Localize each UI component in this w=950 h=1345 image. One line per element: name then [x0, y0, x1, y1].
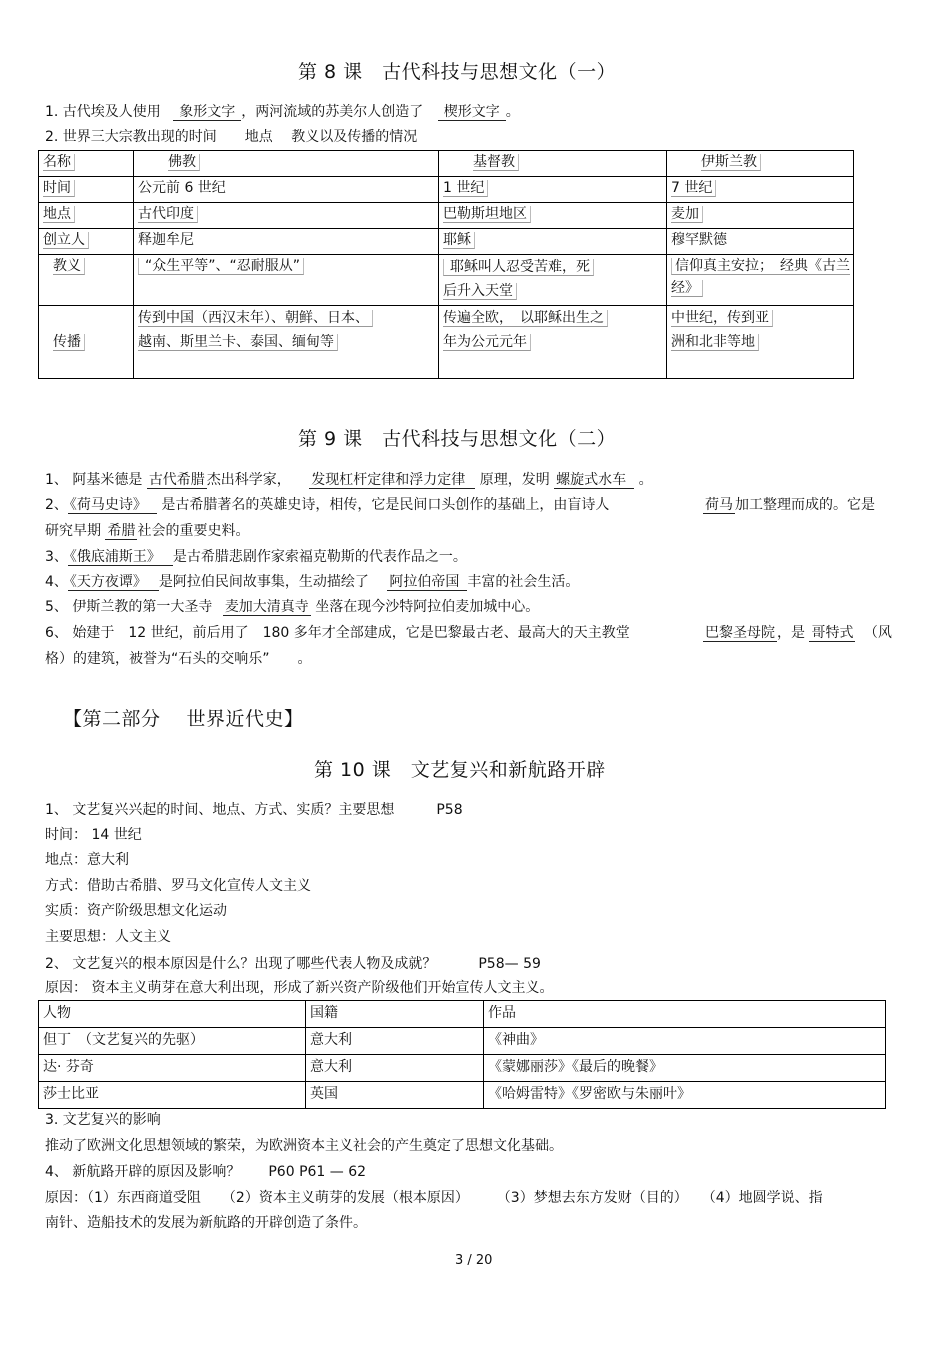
text: 1. 古代埃及人使用 [45, 104, 161, 120]
table-cell: 但丁 （文艺复兴的先驱） [39, 1028, 306, 1055]
lesson10-thought: 主要思想：人文主义 [45, 929, 171, 945]
answer-blank: 象形文字 [173, 104, 241, 121]
table-cell: 佛教 [134, 151, 439, 177]
lesson10-causes-line2: 南针、造船技术的发展为新航路的开辟创造了条件。 [45, 1215, 367, 1231]
answer-blank: 荷马 [705, 497, 733, 513]
table-row [39, 306, 854, 379]
answer-blank: 希腊 [107, 523, 136, 539]
table-cell: “众生平等”、“忍耐服从” [134, 255, 439, 306]
table-row [39, 229, 854, 255]
lesson9-item6-line2: 格）的建筑，被誉为“石头的交响乐” 。 [45, 651, 312, 667]
answer-blank: 古代希腊 [148, 472, 205, 488]
table-row [39, 1082, 886, 1109]
renaissance-table [38, 1000, 886, 1109]
table-cell: 公元前 6 世纪 [134, 177, 439, 203]
table-cell: 作品 [484, 1001, 886, 1028]
table-cell: 耶稣叫人忍受苦难，死 后升入天堂 [439, 255, 667, 306]
table-cell: 《哈姆雷特》《罗密欧与朱丽叶》 [484, 1082, 886, 1109]
table-row [39, 1028, 886, 1055]
table-cell: 传到中国（西汉末年）、朝鲜、日本、 越南、斯里兰卡、泰国、缅甸等 [134, 306, 439, 379]
lesson9-item3: 3、 《俄底浦斯王》 是古希腊悲剧作家索福克勒斯的代表作品之一。 [45, 549, 467, 565]
table-cell: 人物 [39, 1001, 306, 1028]
answer-blank: 巴黎圣母院 [705, 625, 775, 641]
table-cell: 耶稣 [439, 229, 667, 255]
answer-blank: 《俄底浦斯王》 [68, 549, 173, 566]
table-cell: 麦加 [667, 203, 854, 229]
lesson10-q1: 1、 文艺复兴兴起的时间、地点、方式、实质？主要思想 P58 [45, 802, 463, 818]
answer-blank: 楔形文字 [438, 104, 506, 121]
lesson9-title: 第 9 课 古代科技与思想文化（二） [298, 428, 617, 450]
religions-table [38, 150, 854, 379]
answer-blank: 发现杠杆定律和浮力定律 [309, 472, 475, 489]
table-cell: 时间 [39, 177, 134, 203]
answer-blank: 阿拉伯帝国 [387, 574, 467, 591]
table-row [39, 255, 854, 306]
lesson10-place: 地点：意大利 [45, 852, 129, 868]
table-cell: 7 世纪 [667, 177, 854, 203]
table-cell: 莎士比亚 [39, 1082, 306, 1109]
table-cell: 《蒙娜丽莎》《最后的晚餐》 [484, 1055, 886, 1082]
table-row [39, 203, 854, 229]
table-cell: 《神曲》 [484, 1028, 886, 1055]
lesson10-q2: 2、 文艺复兴的根本原因是什么？出现了哪些代表人物及成就？ P58— 59 [45, 956, 541, 972]
table-row [39, 177, 854, 203]
answer-blank: 螺旋式水车 [554, 472, 634, 489]
table-row [39, 151, 854, 177]
lesson10-q3: 3. 文艺复兴的影响 [45, 1112, 161, 1128]
table-cell: 信仰真主安拉； 经典《古兰经》 [667, 255, 854, 306]
lesson8-title: 第 8 课 古代科技与思想文化（一） [298, 61, 617, 83]
lesson10-essence: 实质：资产阶级思想文化运动 [45, 903, 227, 919]
table-cell: 名称 [39, 151, 134, 177]
lesson9-item2-line2: 研究早期 希腊 社会的重要史料。 [45, 523, 250, 539]
table-row [39, 1001, 886, 1028]
table-cell: 意大利 [306, 1055, 484, 1082]
lesson10-impact: 推动了欧洲文化思想领域的繁荣，为欧洲资本主义社会的产生奠定了思想文化基础。 [45, 1138, 563, 1154]
answer-blank: 麦加大清真寺 [224, 599, 309, 615]
lesson9-item5: 5、 伊斯兰教的第一大圣寺 麦加大清真寺 坐落在现今沙特阿拉伯麦加城中心。 [45, 599, 540, 615]
table-cell: 伊斯兰教 [667, 151, 854, 177]
lesson9-item1: 1、 阿基米德是 古代希腊 杰出科学家， 发现杠杆定律和浮力定律 原理，发明 螺旋式水车 。 [45, 472, 653, 488]
table-cell: 创立人 [39, 229, 134, 255]
text: ，两河流域的苏美尔人创造了 [241, 104, 424, 120]
table-cell: 意大利 [306, 1028, 484, 1055]
table-cell: 基督教 [439, 151, 667, 177]
page-number: 3 / 20 [455, 1253, 493, 1268]
table-cell: 地点 [39, 203, 134, 229]
lesson10-q4: 4、 新航路开辟的原因及影响？ P60 P61 — 62 [45, 1164, 367, 1180]
lesson10-method: 方式：借助古希腊、罗马文化宣传人文主义 [45, 878, 311, 894]
lesson9-item2-line1: 2、 《荷马史诗》 是古希腊著名的英雄史诗，相传，它是民间口头创作的基础上，由盲诗人 [45, 497, 610, 513]
table-cell: 巴勒斯坦地区 [439, 203, 667, 229]
lesson10-title: 第 10 课 文艺复兴和新航路开辟 [314, 759, 606, 781]
table-cell: 1 世纪 [439, 177, 667, 203]
lesson8-item1 [45, 103, 520, 121]
table-cell: 古代印度 [134, 203, 439, 229]
answer-blank: 哥特式 [811, 625, 854, 641]
lesson10-reason: 原因： 资本主义萌芽在意大利出现，形成了新兴资产阶级他们开始宣传人文主义。 [45, 980, 554, 996]
table-cell: 达· 芬奇 [39, 1055, 306, 1082]
table-cell: 传播 [39, 306, 134, 379]
table-cell: 释迦牟尼 [134, 229, 439, 255]
lesson10-causes-line1: 原因：（1）东西商道受阻 （2）资本主义萌芽的发展（根本原因） （3）梦想去东方发财（目的） （4）地圆学说、指 [45, 1190, 823, 1206]
lesson9-item6-line1: 6、 始建于 12 世纪，前后用了 180 多年才全部建成，它是巴黎最古老、最高大的天主教堂 [45, 625, 630, 641]
table-cell: 中世纪，传到亚 洲和北非等地 [667, 306, 854, 379]
answer-blank: 《天方夜谭》 [68, 574, 159, 591]
lesson10-time: 时间： 14 世纪 [45, 827, 142, 843]
table-cell: 教义 [39, 255, 134, 306]
answer-blank: 《荷马史诗》 [68, 497, 157, 514]
lesson9-item2-answer: 荷马 加工整理而成的。它是 [705, 497, 875, 513]
table-cell: 穆罕默德 [667, 229, 854, 255]
part2-title: 【第二部分 世界近代史】 [63, 708, 304, 730]
lesson9-item4: 4、 《天方夜谭》 是阿拉伯民间故事集，生动描绘了 阿拉伯帝国 丰富的社会生活。 [45, 574, 580, 590]
table-cell: 英国 [306, 1082, 484, 1109]
text: 。 [505, 104, 520, 120]
table-cell: 国籍 [306, 1001, 484, 1028]
lesson9-item6-answers: 巴黎圣母院 ，是 哥特式 （风 [705, 625, 892, 641]
table-row [39, 1055, 886, 1082]
table-cell: 传遍全欧， 以耶稣出生之 年为公元元年 [439, 306, 667, 379]
lesson8-item2: 2. 世界三大宗教出现的时间 地点 教义以及传播的情况 [45, 129, 418, 145]
